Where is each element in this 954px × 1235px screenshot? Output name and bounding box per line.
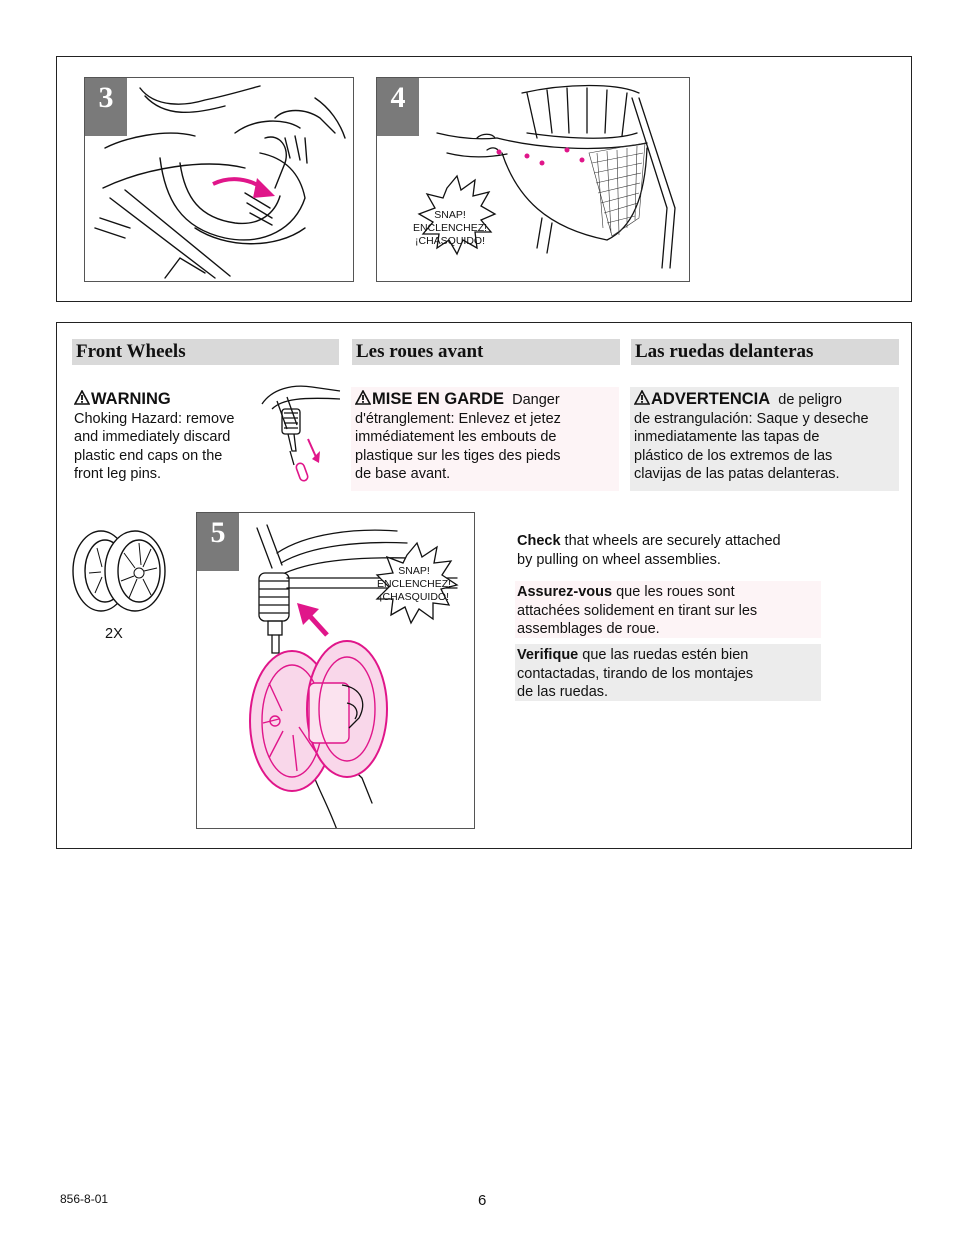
end-cap-illustration — [252, 379, 342, 489]
document-code: 856-8-01 — [60, 1192, 109, 1206]
heading-front-wheels: Front Wheels — [72, 339, 339, 365]
wheels-illustration — [69, 523, 179, 623]
warning-es-line-4: clavijas de las patas delanteras. — [634, 466, 840, 482]
warning-es-line-2: inmediatamente las tapas de — [634, 429, 820, 445]
wheels-quantity: 2X — [105, 626, 123, 642]
check-fr-rest: que les roues sont — [612, 584, 735, 600]
check-en-bold: Check — [517, 533, 561, 549]
warning-es-title-tail: de peligro — [778, 392, 842, 408]
step-4-snap-text — [407, 209, 493, 248]
warning-es — [630, 387, 899, 491]
step-5-panel — [196, 512, 475, 829]
warning-en-title: WARNING — [91, 390, 171, 408]
heading-roues-avant: Les roues avant — [352, 339, 620, 365]
warning-en-line-3: plastic end caps on the — [74, 447, 223, 464]
check-en-line-2: by pulling on wheel assemblies. — [517, 551, 721, 568]
warning-fr-line-3: plastique sur les tiges des pieds — [355, 447, 561, 464]
check-en — [515, 530, 821, 571]
check-es — [515, 644, 821, 701]
snap-line-3: ¡CHASQUIDO! — [378, 591, 449, 603]
snap-line-1: SNAP! — [398, 565, 430, 577]
check-es-bold: Verifique — [517, 647, 579, 663]
warning-fr-line-4: de base avant. — [355, 466, 451, 482]
heading-ruedas-delanteras: Las ruedas delanteras — [631, 339, 899, 365]
step-4-illustration — [377, 78, 690, 282]
snap-line-2: ENCLENCHEZ! — [412, 222, 488, 234]
warning-es-line-3: plástico de los extremos de las — [634, 447, 833, 464]
warning-triangle-icon — [355, 390, 371, 405]
step-4-panel — [376, 77, 690, 282]
front-wheels-box — [56, 322, 912, 849]
warning-en-line-1: Choking Hazard: remove — [74, 410, 235, 427]
check-es-rest: que las ruedas estén bien — [578, 647, 749, 663]
page-number: 6 — [478, 1192, 487, 1209]
check-fr-line-3: assemblages de roue. — [517, 621, 660, 637]
warning-triangle-icon — [74, 390, 90, 405]
check-es-line-3: de las ruedas. — [517, 684, 609, 700]
warning-fr — [351, 387, 619, 491]
snap-line-3: ¡CHASQUIDO! — [414, 235, 485, 247]
warning-fr-title: MISE EN GARDE — [372, 390, 505, 408]
check-fr — [515, 581, 821, 638]
warning-es-line-1: de estrangulación: Saque y deseche — [634, 410, 869, 427]
warning-triangle-icon — [634, 390, 650, 405]
warning-en — [70, 387, 250, 487]
check-es-line-2: contactadas, tirando de los montajes — [517, 665, 754, 682]
check-fr-line-2: attachées solidement en tirant sur les — [517, 602, 758, 619]
warning-en-line-4: front leg pins. — [74, 466, 162, 482]
step-5-snap-text — [371, 565, 457, 604]
warning-fr-line-1: d'étranglement: Enlevez et jetez — [355, 410, 561, 427]
warning-es-title: ADVERTENCIA — [651, 390, 771, 408]
step-3-panel — [84, 77, 354, 282]
check-en-rest: that wheels are securely attached — [560, 533, 781, 549]
step-5-number: 5 — [197, 513, 239, 571]
step-3-number: 3 — [85, 78, 127, 136]
warning-fr-title-tail: Danger — [512, 392, 560, 408]
snap-line-2: ENCLENCHEZ! — [376, 578, 452, 590]
warning-fr-line-2: immédiatement les embouts de — [355, 429, 557, 445]
step-4-number: 4 — [377, 78, 419, 136]
snap-line-1: SNAP! — [434, 209, 466, 221]
check-fr-bold: Assurez-vous — [517, 584, 613, 600]
steps-3-4-box — [56, 56, 912, 302]
warning-en-line-2: and immediately discard — [74, 429, 231, 445]
